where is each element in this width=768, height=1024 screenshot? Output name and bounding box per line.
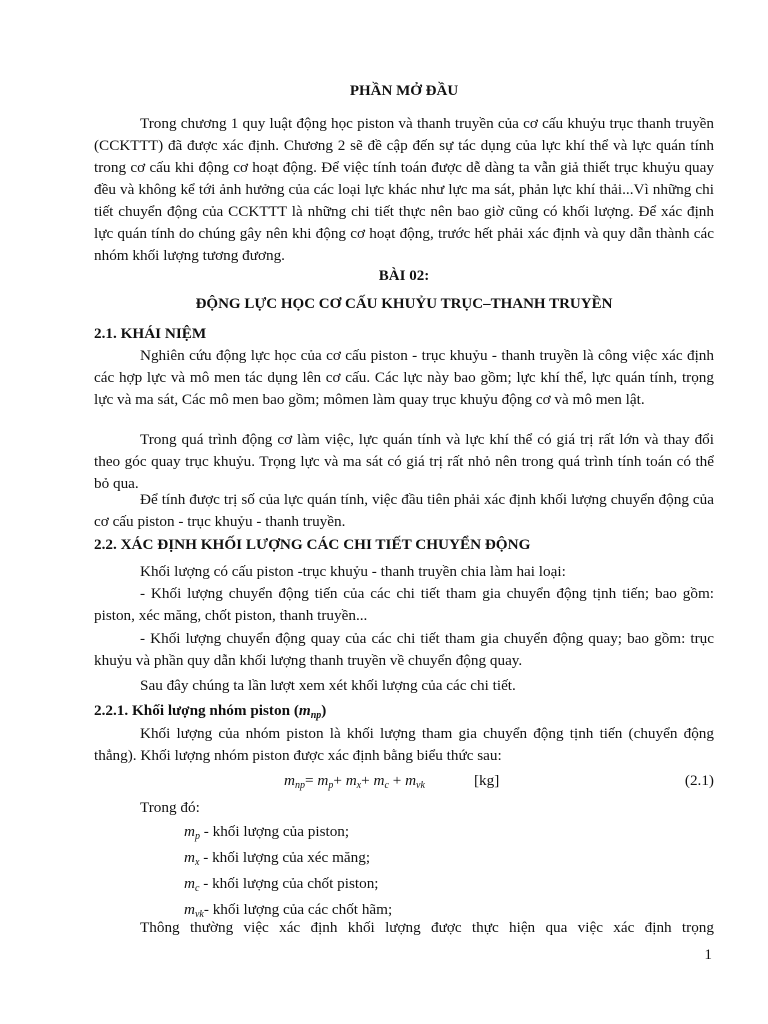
variable-item: $m_x$ - khối lượng của xéc măng;	[184, 849, 371, 868]
formula-expression: $m_{np}= m_p+ m_x+ m_c + m_{vk}$	[284, 772, 425, 791]
intro-paragraph: Trong chương 1 quy luật động học piston và thanh truyền của cơ cấu khuỷu trục thanh truyền (CCKTTT) đã được xác định. Chương 2 sẽ đề cập đến sự tác dụng của lực khí thể và lực quán tính trong cơ cấu khi động cơ hoạt động. Để việc tính toán được dễ dàng ta vẫn giả thiết trục khuỷu quay đều và không kể tới ảnh hưởng của các loại lực khác như lực ma sát, phản lực khí thải...Vì những chi tiết chuyển động của CCKTTT là những chi tiết thực nên bao giờ cũng có khối lượng. Để xác định lực quán tính do chúng gây nên khi động cơ hoạt động, trước hết phải xác định và quy dẫn thành các nhóm khối lượng tương đương.	[94, 115, 714, 264]
formula-number: (2.1)	[684, 772, 714, 789]
section-2-1-paragraph-1: Nghiên cứu động lực học của cơ cấu piston - trục khuỷu - thanh truyền là công việc xác định các hợp lực và mô men tác dụng lên cơ cấu. Các lực này bao gồm; lực khí thể, lực quán tính, trọng lực và ma sát, Các mô men bao gồm; mômen làm quay trục khuỷu động cơ và mô men lật.	[94, 347, 714, 408]
section-2-1-paragraph-2: Trong quá trình động cơ làm việc, lực quán tính và lực khí thể có giá trị rất lớn và thay đổi theo góc quay trục khuỷu. Trọng lực và ma sát có giá trị rất nhỏ nên trong quá trình tính toán có thể bỏ qua.	[94, 431, 714, 492]
formula-2-1	[94, 770, 714, 792]
section-2-1-paragraph-3: Để tính được trị số của lực quán tính, việc đầu tiên phải xác định khối lượng chuyển động của cơ cấu piston - trục khuỷu - thanh truyền.	[94, 491, 714, 530]
formula-unit: [kg]	[474, 772, 500, 789]
section-2-2-1-paragraph: Khối lượng của nhóm piston là khối lượng tham gia chuyển động tịnh tiến (chuyển động thẳng). Khối lượng nhóm piston được xác định bằng biểu thức sau:	[94, 725, 714, 764]
section-2-2-paragraph-2: - Khối lượng chuyển động tiến của các chi tiết tham gia chuyển động tịnh tiến; bao gồm: piston, xéc măng, chốt piston, thanh truyền...	[94, 585, 714, 624]
variable-item: $m_p$ - khối lượng của piston;	[184, 823, 350, 842]
section-2-2-paragraph-4: Sau đây chúng ta lần lượt xem xét khối lượng của các chi tiết.	[140, 677, 516, 694]
section-2-2-heading: 2.2. XÁC ĐỊNH KHỐI LƯỢNG CÁC CHI TIẾT CHUYỂN ĐỘNG	[94, 536, 531, 553]
lesson-title: ĐỘNG LỰC HỌC CƠ CẤU KHUỶU TRỤC–THANH TRUYỀN	[195, 296, 613, 312]
variable-list	[184, 821, 714, 925]
lesson-label: BÀI 02:	[378, 268, 430, 284]
variable-item: $m_c$ - khối lượng của chốt piston;	[184, 875, 379, 894]
intro-title: PHẦN MỞ ĐẦU	[349, 83, 459, 99]
mnp-symbol: $m_{np}$	[298, 702, 322, 721]
section-2-1-heading: 2.1. KHÁI NIỆM	[94, 325, 207, 342]
section-2-2-1-heading-text: 2.2.1. Khối lượng nhóm piston (	[94, 702, 299, 719]
last-line: Thông thường việc xác định khối lượng được thực hiện qua việc xác định trọng	[140, 919, 714, 936]
section-2-2-paragraph-1: Khối lượng có cấu piston -trục khuỷu - thanh truyền chia làm hai loại:	[140, 563, 566, 580]
where-label: Trong đó:	[140, 799, 200, 816]
section-2-2-1-heading: 2.2.1. Khối lượng nhóm piston $(m_{np})$	[94, 702, 327, 721]
section-2-2-paragraph-3: - Khối lượng chuyển động quay của các chi tiết tham gia chuyển động quay; bao gồm: trục khuỷu và phần quy dẫn khối lượng thanh truyền về chuyển động quay.	[94, 630, 714, 669]
variable-item: $m_{vk}-$ khối lượng của các chốt hãm;	[184, 901, 393, 920]
page-number: 1	[704, 946, 712, 963]
